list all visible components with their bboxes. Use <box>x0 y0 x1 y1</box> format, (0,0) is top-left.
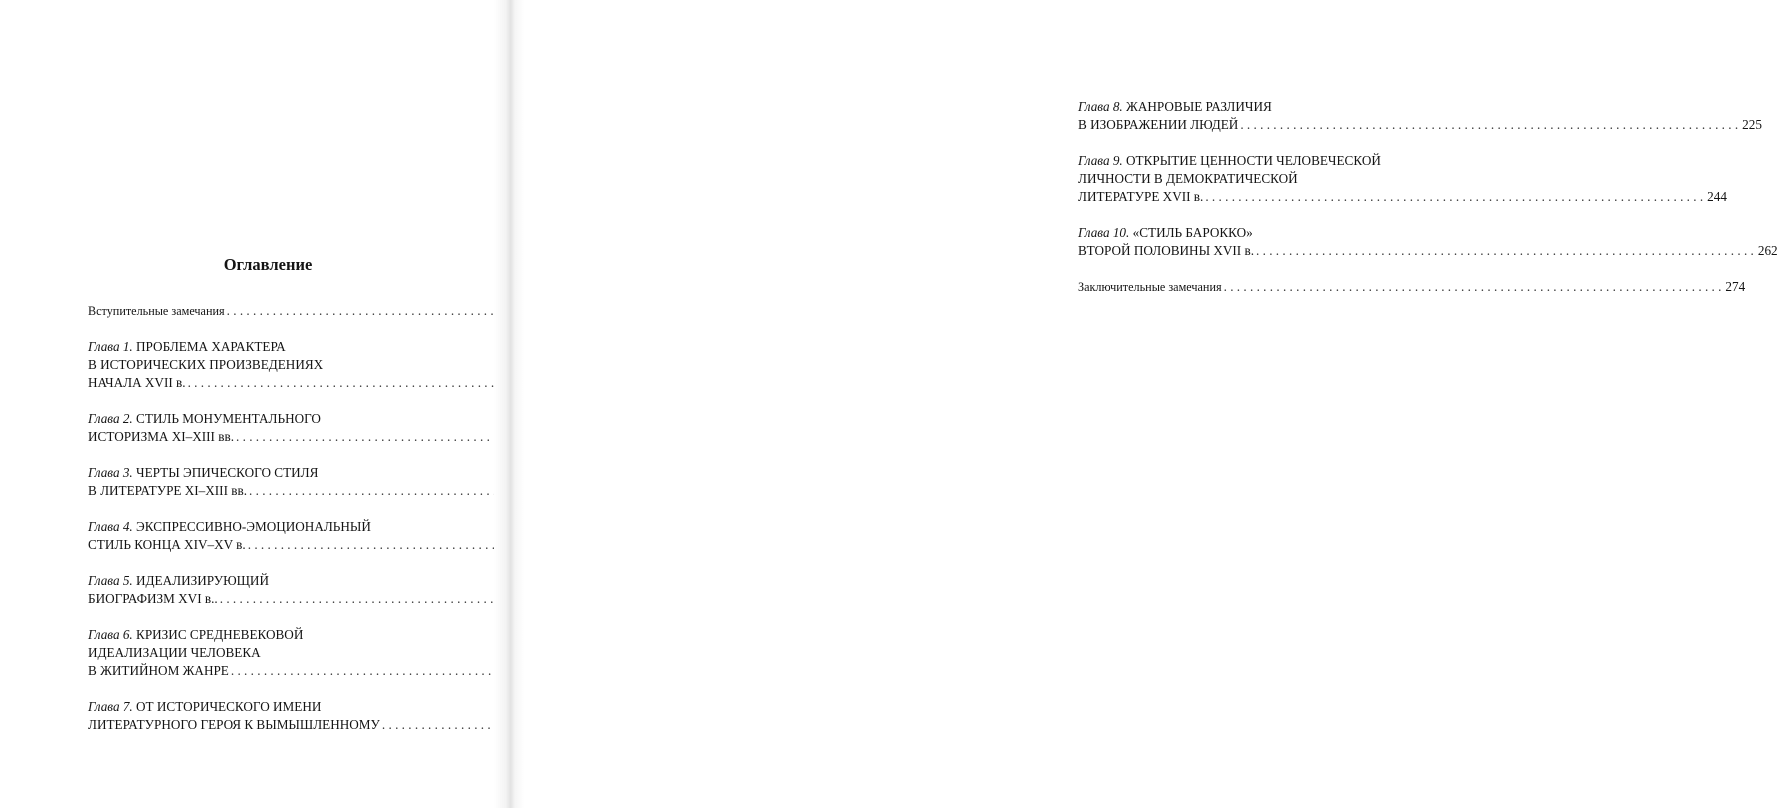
dot-leader <box>1256 242 1754 260</box>
chapter-label: Глава 7. <box>88 699 133 714</box>
toc-entry <box>88 572 450 608</box>
right-page <box>508 0 1778 808</box>
chapter-title-text: ЖАНРОВЫЕ РАЗЛИЧИЯ <box>1126 99 1272 114</box>
chapter-label: Глава 6. <box>88 627 133 642</box>
chapter-title-text: ВТОРОЙ ПОЛОВИНЫ XVII в. <box>1078 243 1255 258</box>
toc-entry-line <box>88 572 450 590</box>
toc-entry-last-line <box>88 374 450 392</box>
toc-list-left <box>88 302 450 734</box>
toc-entry-line <box>88 644 450 662</box>
chapter-title-text: ИСТОРИЗМА XI–XIII вв. <box>88 429 234 444</box>
toc-entry-line <box>1078 224 1442 242</box>
chapter-title-text: ЛИЧНОСТИ В ДЕМОКРАТИЧЕСКОЙ <box>1078 171 1298 186</box>
chapter-label: Глава 1. <box>88 339 133 354</box>
toc-entry-last-line <box>1078 188 1727 206</box>
toc-entry <box>88 302 450 320</box>
toc-entry-line <box>1078 152 1442 170</box>
chapter-label: Глава 4. <box>88 519 133 534</box>
toc-list-right <box>1078 98 1778 296</box>
toc-entry-last-line <box>88 662 450 680</box>
chapter-title-text: НАЧАЛА XVII в. <box>88 375 186 390</box>
chapter-title-text: ОТКРЫТИЕ ЦЕННОСТИ ЧЕЛОВЕЧЕСКОЙ <box>1126 153 1381 168</box>
toc-entry <box>88 464 450 500</box>
toc-entry-line <box>1078 170 1442 188</box>
page-number: 225 <box>1742 117 1762 132</box>
chapter-label: Глава 10. <box>1078 225 1130 240</box>
chapter-title-text: ИДЕАЛИЗАЦИИ ЧЕЛОВЕКА <box>88 645 261 660</box>
toc-entry-last-line <box>88 590 450 608</box>
chapter-title-text: «СТИЛЬ БАРОККО» <box>1132 225 1253 240</box>
dot-leader <box>1205 188 1703 206</box>
chapter-title-text: БИОГРАФИЗМ XVI в.. <box>88 591 218 606</box>
toc-entry-line <box>88 626 450 644</box>
toc-entry-last-line <box>88 716 450 734</box>
toc-entry-line <box>88 698 450 716</box>
chapter-title-text: ИДЕАЛИЗИРУЮЩИЙ <box>136 573 269 588</box>
chapter-title-text: Вступительные замечания <box>88 304 225 318</box>
toc-entry-last-line <box>1078 278 1746 296</box>
toc-entry <box>1078 224 1778 260</box>
toc-entry <box>88 338 450 392</box>
chapter-title-text: СТИЛЬ КОНЦА XIV–XV в. <box>88 537 246 552</box>
dot-leader <box>1224 278 1722 296</box>
toc-entry-line <box>1078 98 1442 116</box>
toc-entry-last-line <box>1078 242 1778 260</box>
toc-entry <box>1078 98 1762 134</box>
page-number: 274 <box>1725 279 1746 294</box>
chapter-title-text: ЭКСПРЕССИВНО-ЭМОЦИОНАЛЬНЫЙ <box>136 519 371 534</box>
toc-entry-last-line <box>1078 116 1762 134</box>
chapter-label: Глава 2. <box>88 411 133 426</box>
toc-entry-line <box>88 356 450 374</box>
toc-entry-line <box>88 410 450 428</box>
chapter-title-text: ЛИТЕРАТУРНОГО ГЕРОЯ К ВЫМЫШЛЕННОМУ <box>88 717 380 732</box>
chapter-title-text: ЧЕРТЫ ЭПИЧЕСКОГО СТИЛЯ <box>136 465 319 480</box>
toc-entry-last-line <box>88 536 450 554</box>
toc-entry-last-line <box>88 482 450 500</box>
chapter-label: Глава 3. <box>88 465 133 480</box>
chapter-title-text: ОТ ИСТОРИЧЕСКОГО ИМЕНИ <box>136 699 322 714</box>
toc-entry-line <box>88 464 450 482</box>
page-number: 244 <box>1707 189 1727 204</box>
chapter-title-text: В ИЗОБРАЖЕНИИ ЛЮДЕЙ <box>1078 117 1239 132</box>
chapter-title-text: ПРОБЛЕМА ХАРАКТЕРА <box>136 339 286 354</box>
chapter-title-text: В ЖИТИЙНОМ ЖАНРЕ <box>88 663 229 678</box>
chapter-label: Глава 8. <box>1078 99 1123 114</box>
chapter-title-text: В ЛИТЕРАТУРЕ XI–XIII вв. <box>88 483 248 498</box>
chapter-title-text: В ИСТОРИЧЕСКИХ ПРОИЗВЕДЕНИЯХ <box>88 357 324 372</box>
chapter-label: Глава 5. <box>88 573 133 588</box>
left-page <box>0 0 508 808</box>
book-gutter-shadow <box>494 0 524 808</box>
toc-entry <box>1078 152 1727 206</box>
page-number: 262 <box>1757 243 1778 258</box>
chapter-label: Глава 9. <box>1078 153 1123 168</box>
toc-entry-line <box>88 338 450 356</box>
dot-leader <box>1240 116 1738 134</box>
toc-entry <box>88 626 450 680</box>
chapter-title-text: ЛИТЕРАТУРЕ XVII в. <box>1078 189 1204 204</box>
chapter-title-text: Заключительные замечания <box>1078 280 1222 294</box>
toc-entry <box>1078 278 1746 296</box>
chapter-title-text: КРИЗИС СРЕДНЕВЕКОВОЙ <box>136 627 304 642</box>
toc-entry-line <box>88 518 450 536</box>
toc-entry <box>88 518 450 554</box>
toc-title: Оглавление <box>223 255 313 274</box>
chapter-title-text: СТИЛЬ МОНУМЕНТАЛЬНОГО <box>136 411 321 426</box>
toc-entry <box>88 410 450 446</box>
toc-entry-last-line <box>88 428 450 446</box>
toc-entry <box>88 698 450 734</box>
toc-entry-last-line <box>88 302 450 320</box>
